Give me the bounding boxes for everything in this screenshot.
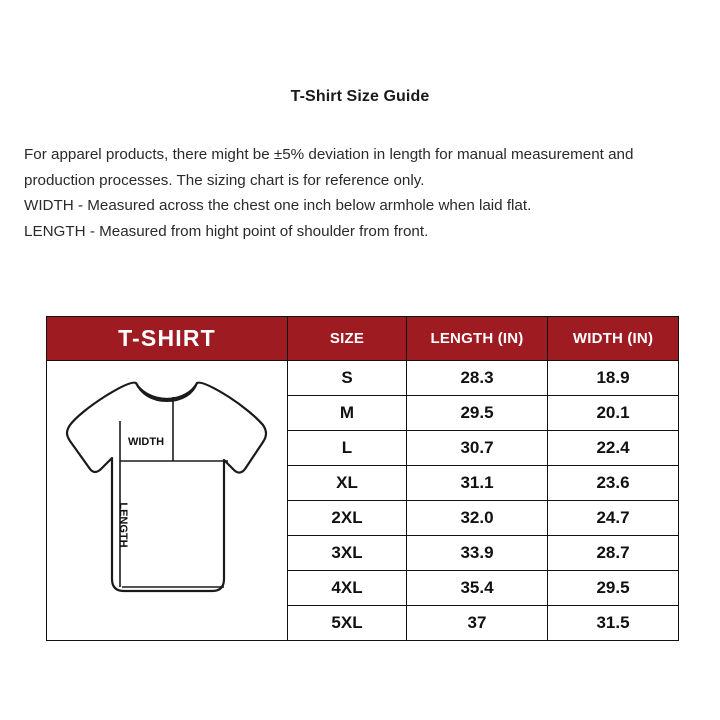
table-row bbox=[47, 361, 679, 396]
page-title: T-Shirt Size Guide bbox=[290, 88, 430, 105]
cell-size: XL bbox=[288, 466, 407, 501]
cell-size: S bbox=[288, 361, 407, 396]
intro-paragraph-1: For apparel products, there might be ±5% deviation in length for manual measurement and production processes. The sizing chart is for reference only. bbox=[24, 146, 634, 189]
intro-paragraph-2: WIDTH - Measured across the chest one inch below armhole when laid flat. bbox=[24, 197, 532, 214]
size-chart bbox=[46, 316, 674, 641]
cell-length: 35.4 bbox=[407, 571, 548, 606]
cell-size: M bbox=[288, 396, 407, 431]
cell-width: 20.1 bbox=[548, 396, 679, 431]
cell-size: 2XL bbox=[288, 501, 407, 536]
cell-width: 29.5 bbox=[548, 571, 679, 606]
table-header-row bbox=[47, 317, 679, 361]
cell-size: 3XL bbox=[288, 536, 407, 571]
intro-paragraph-3: LENGTH - Measured from hight point of shoulder from front. bbox=[24, 222, 429, 240]
cell-width: 28.7 bbox=[548, 536, 679, 571]
cell-size: 4XL bbox=[288, 571, 407, 606]
cell-length: 31.1 bbox=[407, 466, 548, 501]
size-table bbox=[46, 316, 679, 641]
cell-width: 22.4 bbox=[548, 431, 679, 466]
header-size: SIZE bbox=[288, 317, 407, 361]
intro-text bbox=[0, 106, 720, 244]
length-label: LENGTH bbox=[116, 501, 129, 548]
cell-size: L bbox=[288, 431, 407, 466]
header-width: WIDTH (IN) bbox=[548, 317, 679, 361]
cell-length: 28.3 bbox=[407, 361, 548, 396]
width-label: WIDTH bbox=[127, 435, 164, 448]
cell-size: 5XL bbox=[288, 606, 407, 641]
cell-width: 23.6 bbox=[548, 466, 679, 501]
tshirt-diagram-cell bbox=[47, 361, 288, 641]
cell-length: 30.7 bbox=[407, 431, 548, 466]
tshirt-diagram bbox=[47, 365, 287, 637]
tshirt-outline-icon bbox=[60, 365, 275, 615]
header-length: LENGTH (IN) bbox=[407, 317, 548, 361]
cell-length: 33.9 bbox=[407, 536, 548, 571]
cell-width: 24.7 bbox=[548, 501, 679, 536]
cell-width: 31.5 bbox=[548, 606, 679, 641]
cell-length: 32.0 bbox=[407, 501, 548, 536]
cell-length: 37 bbox=[407, 606, 548, 641]
brand-header-cell: T-SHIRT bbox=[47, 317, 288, 361]
cell-length: 29.5 bbox=[407, 396, 548, 431]
cell-width: 18.9 bbox=[548, 361, 679, 396]
